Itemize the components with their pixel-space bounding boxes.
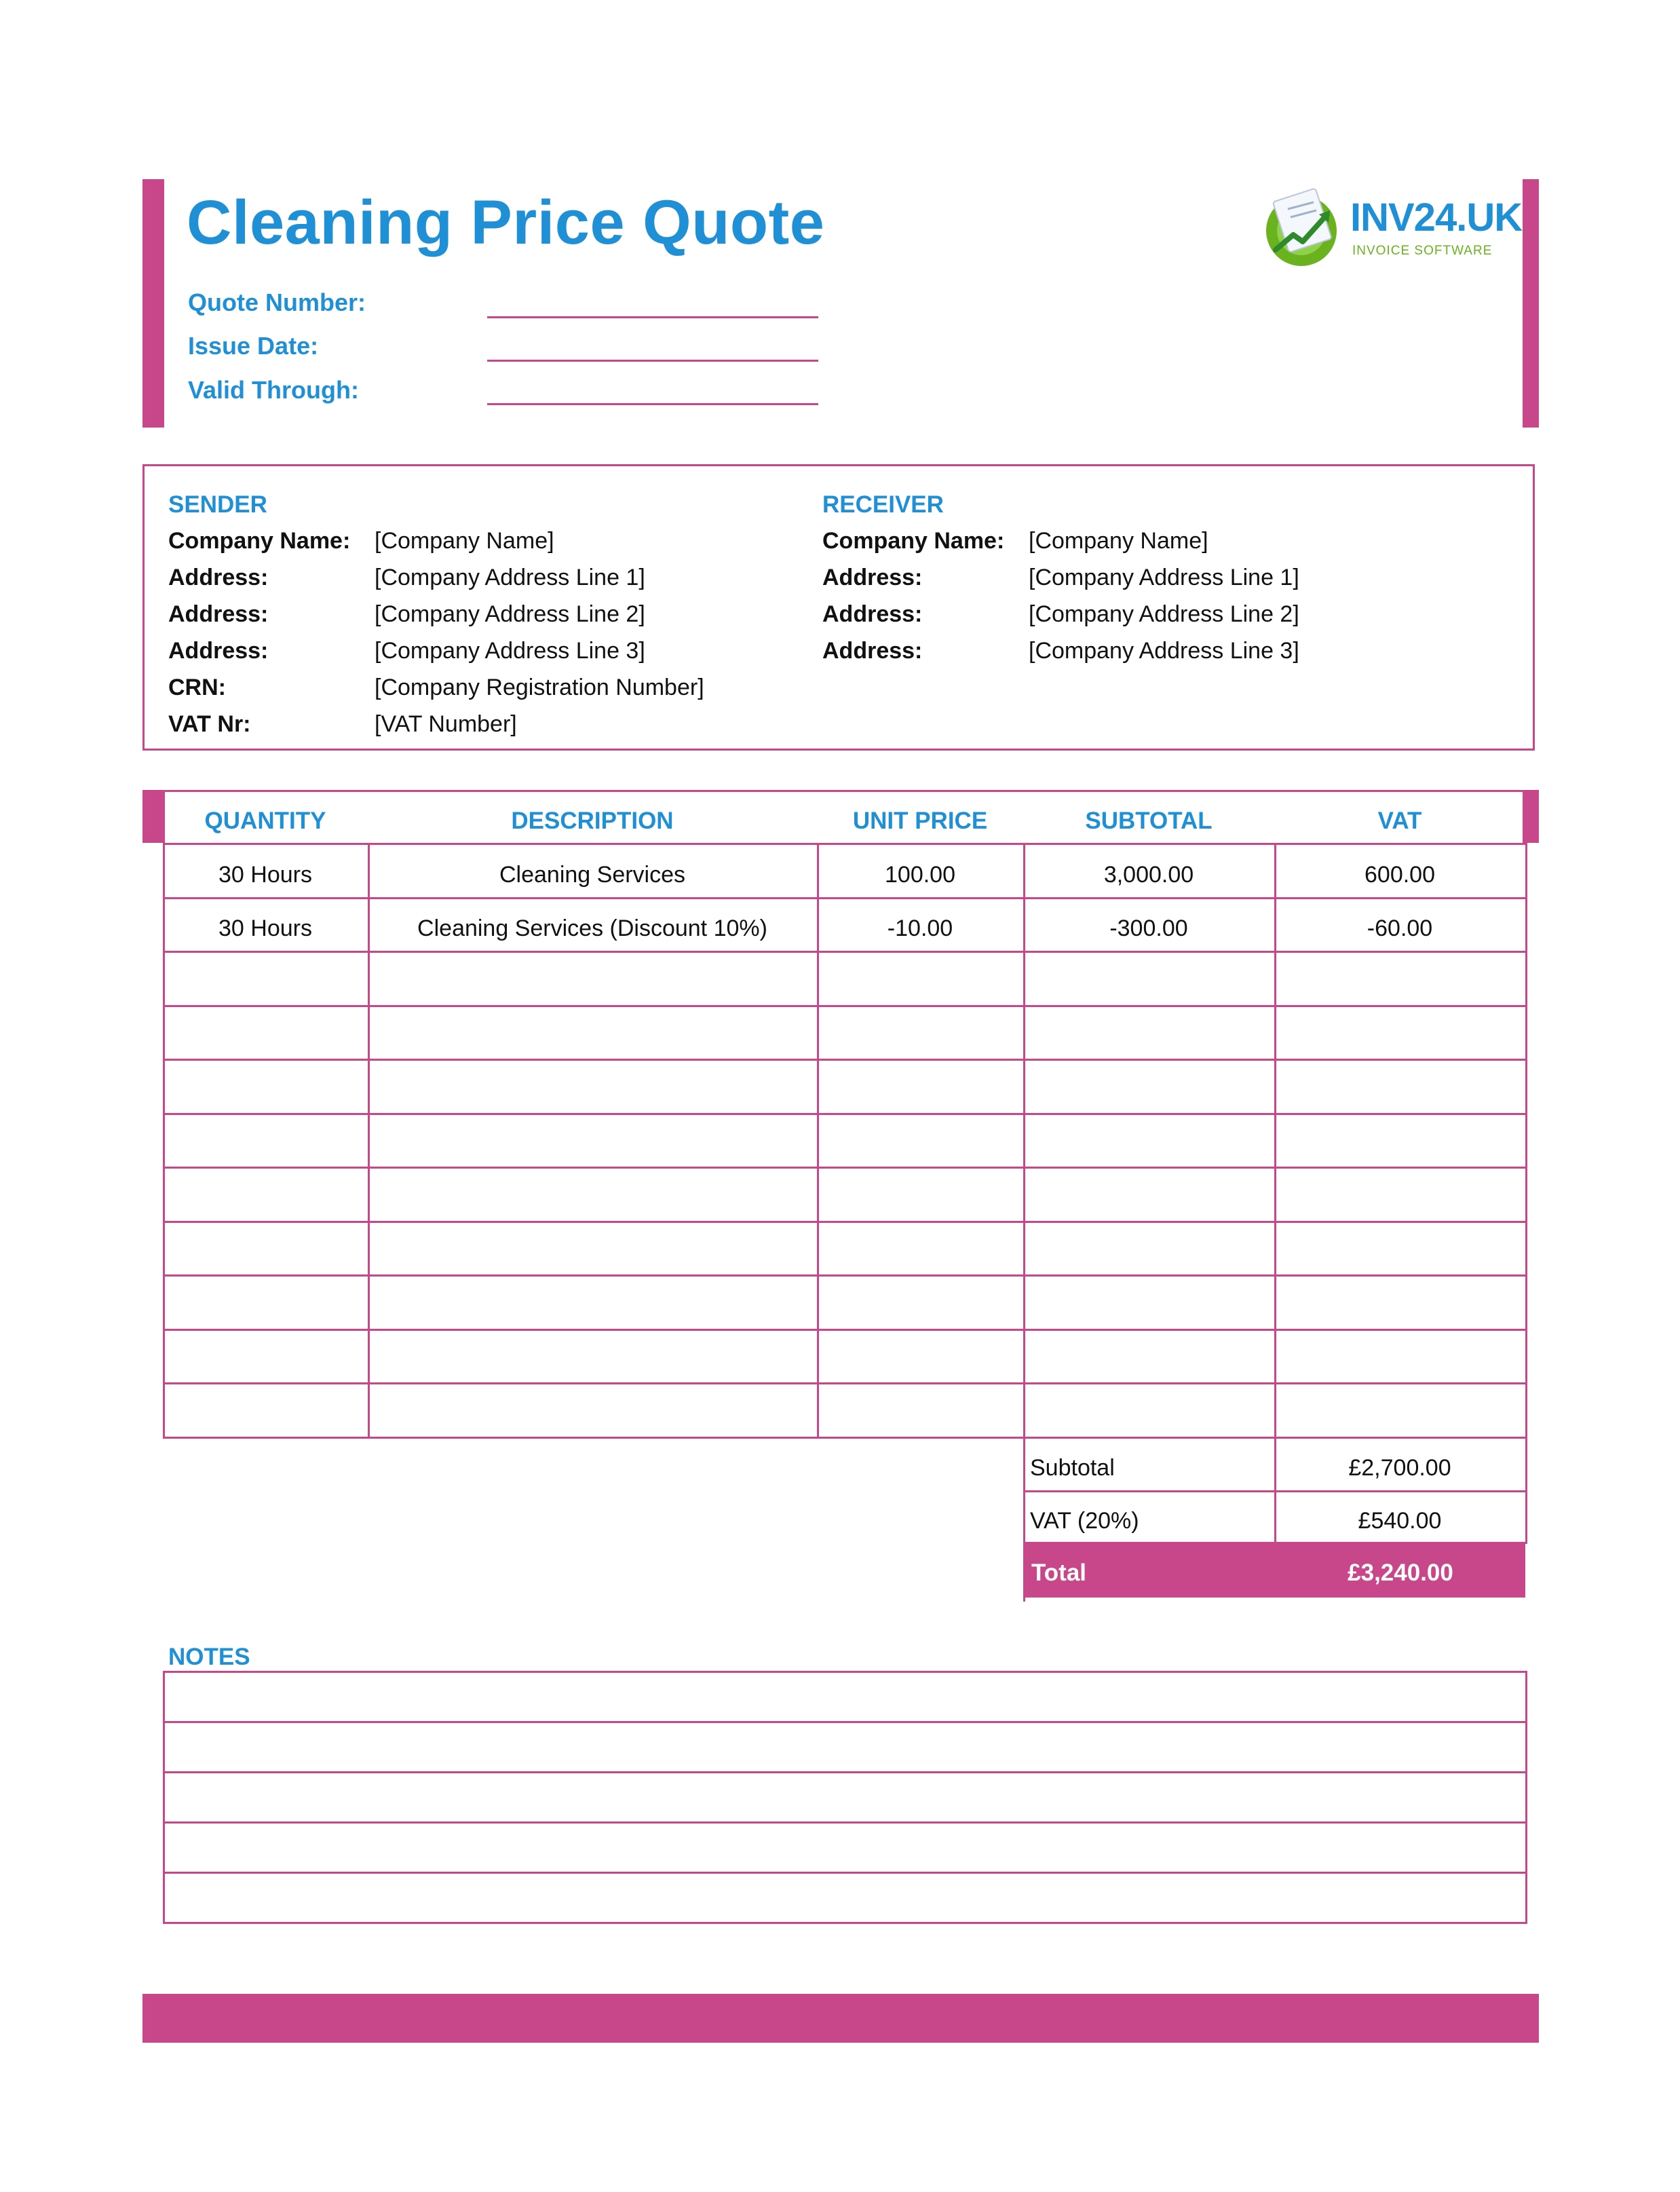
receiver-value: [Company Name]: [1029, 528, 1208, 554]
table-rule: [163, 1437, 1527, 1439]
sender-value: [Company Address Line 2]: [375, 601, 645, 627]
vat-label: VAT (20%): [1030, 1508, 1139, 1534]
table-cell[interactable]: 600.00: [1364, 862, 1435, 888]
issue-date-label: Issue Date:: [188, 332, 319, 360]
column-header-subtotal: SUBTOTAL: [1085, 808, 1213, 834]
sender-label: VAT Nr:: [168, 711, 251, 737]
column-header-vat: VAT: [1377, 808, 1422, 834]
logo-name: INV24.UK: [1350, 195, 1523, 240]
table-cell[interactable]: 30 Hours: [218, 862, 312, 888]
sender-label: Address:: [168, 601, 269, 627]
vat-value: £540.00: [1358, 1508, 1442, 1534]
receiver-value: [Company Address Line 3]: [1029, 638, 1299, 664]
invoice-growth-arrow-icon: [1261, 185, 1349, 270]
sender-label: Address:: [168, 565, 269, 590]
receiver-label: Address:: [822, 601, 923, 627]
sender-value: [Company Address Line 1]: [375, 565, 645, 590]
receiver-value: [Company Address Line 1]: [1029, 565, 1299, 590]
table-header-left-tab: [142, 790, 164, 843]
receiver-value: [Company Address Line 2]: [1029, 601, 1299, 627]
table-cell[interactable]: -300.00: [1109, 915, 1188, 941]
receiver-label: Address:: [822, 638, 923, 664]
table-rule: [1525, 1671, 1527, 1922]
column-header-description: DESCRIPTION: [511, 808, 674, 834]
total-value: £3,240.00: [1348, 1560, 1453, 1586]
table-cell[interactable]: -60.00: [1367, 915, 1433, 941]
sender-value: [Company Name]: [375, 528, 554, 554]
subtotal-value: £2,700.00: [1348, 1455, 1451, 1481]
sender-value: [Company Registration Number]: [375, 675, 704, 700]
header-right-bar: [1523, 179, 1539, 428]
table-rule: [163, 1671, 1527, 1673]
table-rule: [1525, 843, 1527, 1437]
column-header-quantity: QUANTITY: [204, 808, 326, 834]
table-rule: [1525, 1437, 1527, 1544]
sender-label: Address:: [168, 638, 269, 664]
quote-number-label: Quote Number:: [188, 288, 366, 316]
valid-through-field[interactable]: [487, 403, 818, 405]
table-rule: [163, 1721, 1527, 1723]
sender-label: CRN:: [168, 675, 226, 700]
table-cell[interactable]: 3,000.00: [1103, 862, 1194, 888]
issue-date-field[interactable]: [487, 360, 818, 362]
sender-label: Company Name:: [168, 528, 351, 554]
table-rule: [163, 1771, 1527, 1773]
page-title: Cleaning Price Quote: [187, 188, 825, 257]
table-cell[interactable]: -10.00: [887, 915, 953, 941]
receiver-label: Address:: [822, 565, 923, 590]
valid-through-label: Valid Through:: [188, 376, 359, 404]
table-rule: [1525, 790, 1527, 844]
notes-title: NOTES: [168, 1644, 250, 1670]
table-cell[interactable]: 100.00: [885, 862, 955, 888]
table-rule: [163, 1872, 1527, 1874]
quote-number-field[interactable]: [487, 316, 818, 318]
table-cell[interactable]: Cleaning Services: [499, 862, 686, 888]
table-rule: [163, 1922, 1527, 1924]
table-cell[interactable]: Cleaning Services (Discount 10%): [417, 915, 767, 941]
sender-value: [VAT Number]: [375, 711, 517, 737]
header-left-bar: [142, 179, 164, 428]
table-rule: [163, 1671, 165, 1922]
logo-tagline: INVOICE SOFTWARE: [1352, 244, 1493, 258]
footer-bar: [142, 1994, 1539, 2043]
sender-title: SENDER: [168, 491, 267, 518]
column-header-unit-price: UNIT PRICE: [852, 808, 988, 834]
total-label: Total: [1031, 1560, 1087, 1586]
receiver-title: RECEIVER: [822, 491, 944, 518]
receiver-label: Company Name:: [822, 528, 1005, 554]
sender-value: [Company Address Line 3]: [375, 638, 645, 664]
table-rule: [163, 790, 1527, 792]
subtotal-label: Subtotal: [1030, 1455, 1115, 1481]
table-rule: [163, 1821, 1527, 1823]
table-cell[interactable]: 30 Hours: [218, 915, 312, 941]
